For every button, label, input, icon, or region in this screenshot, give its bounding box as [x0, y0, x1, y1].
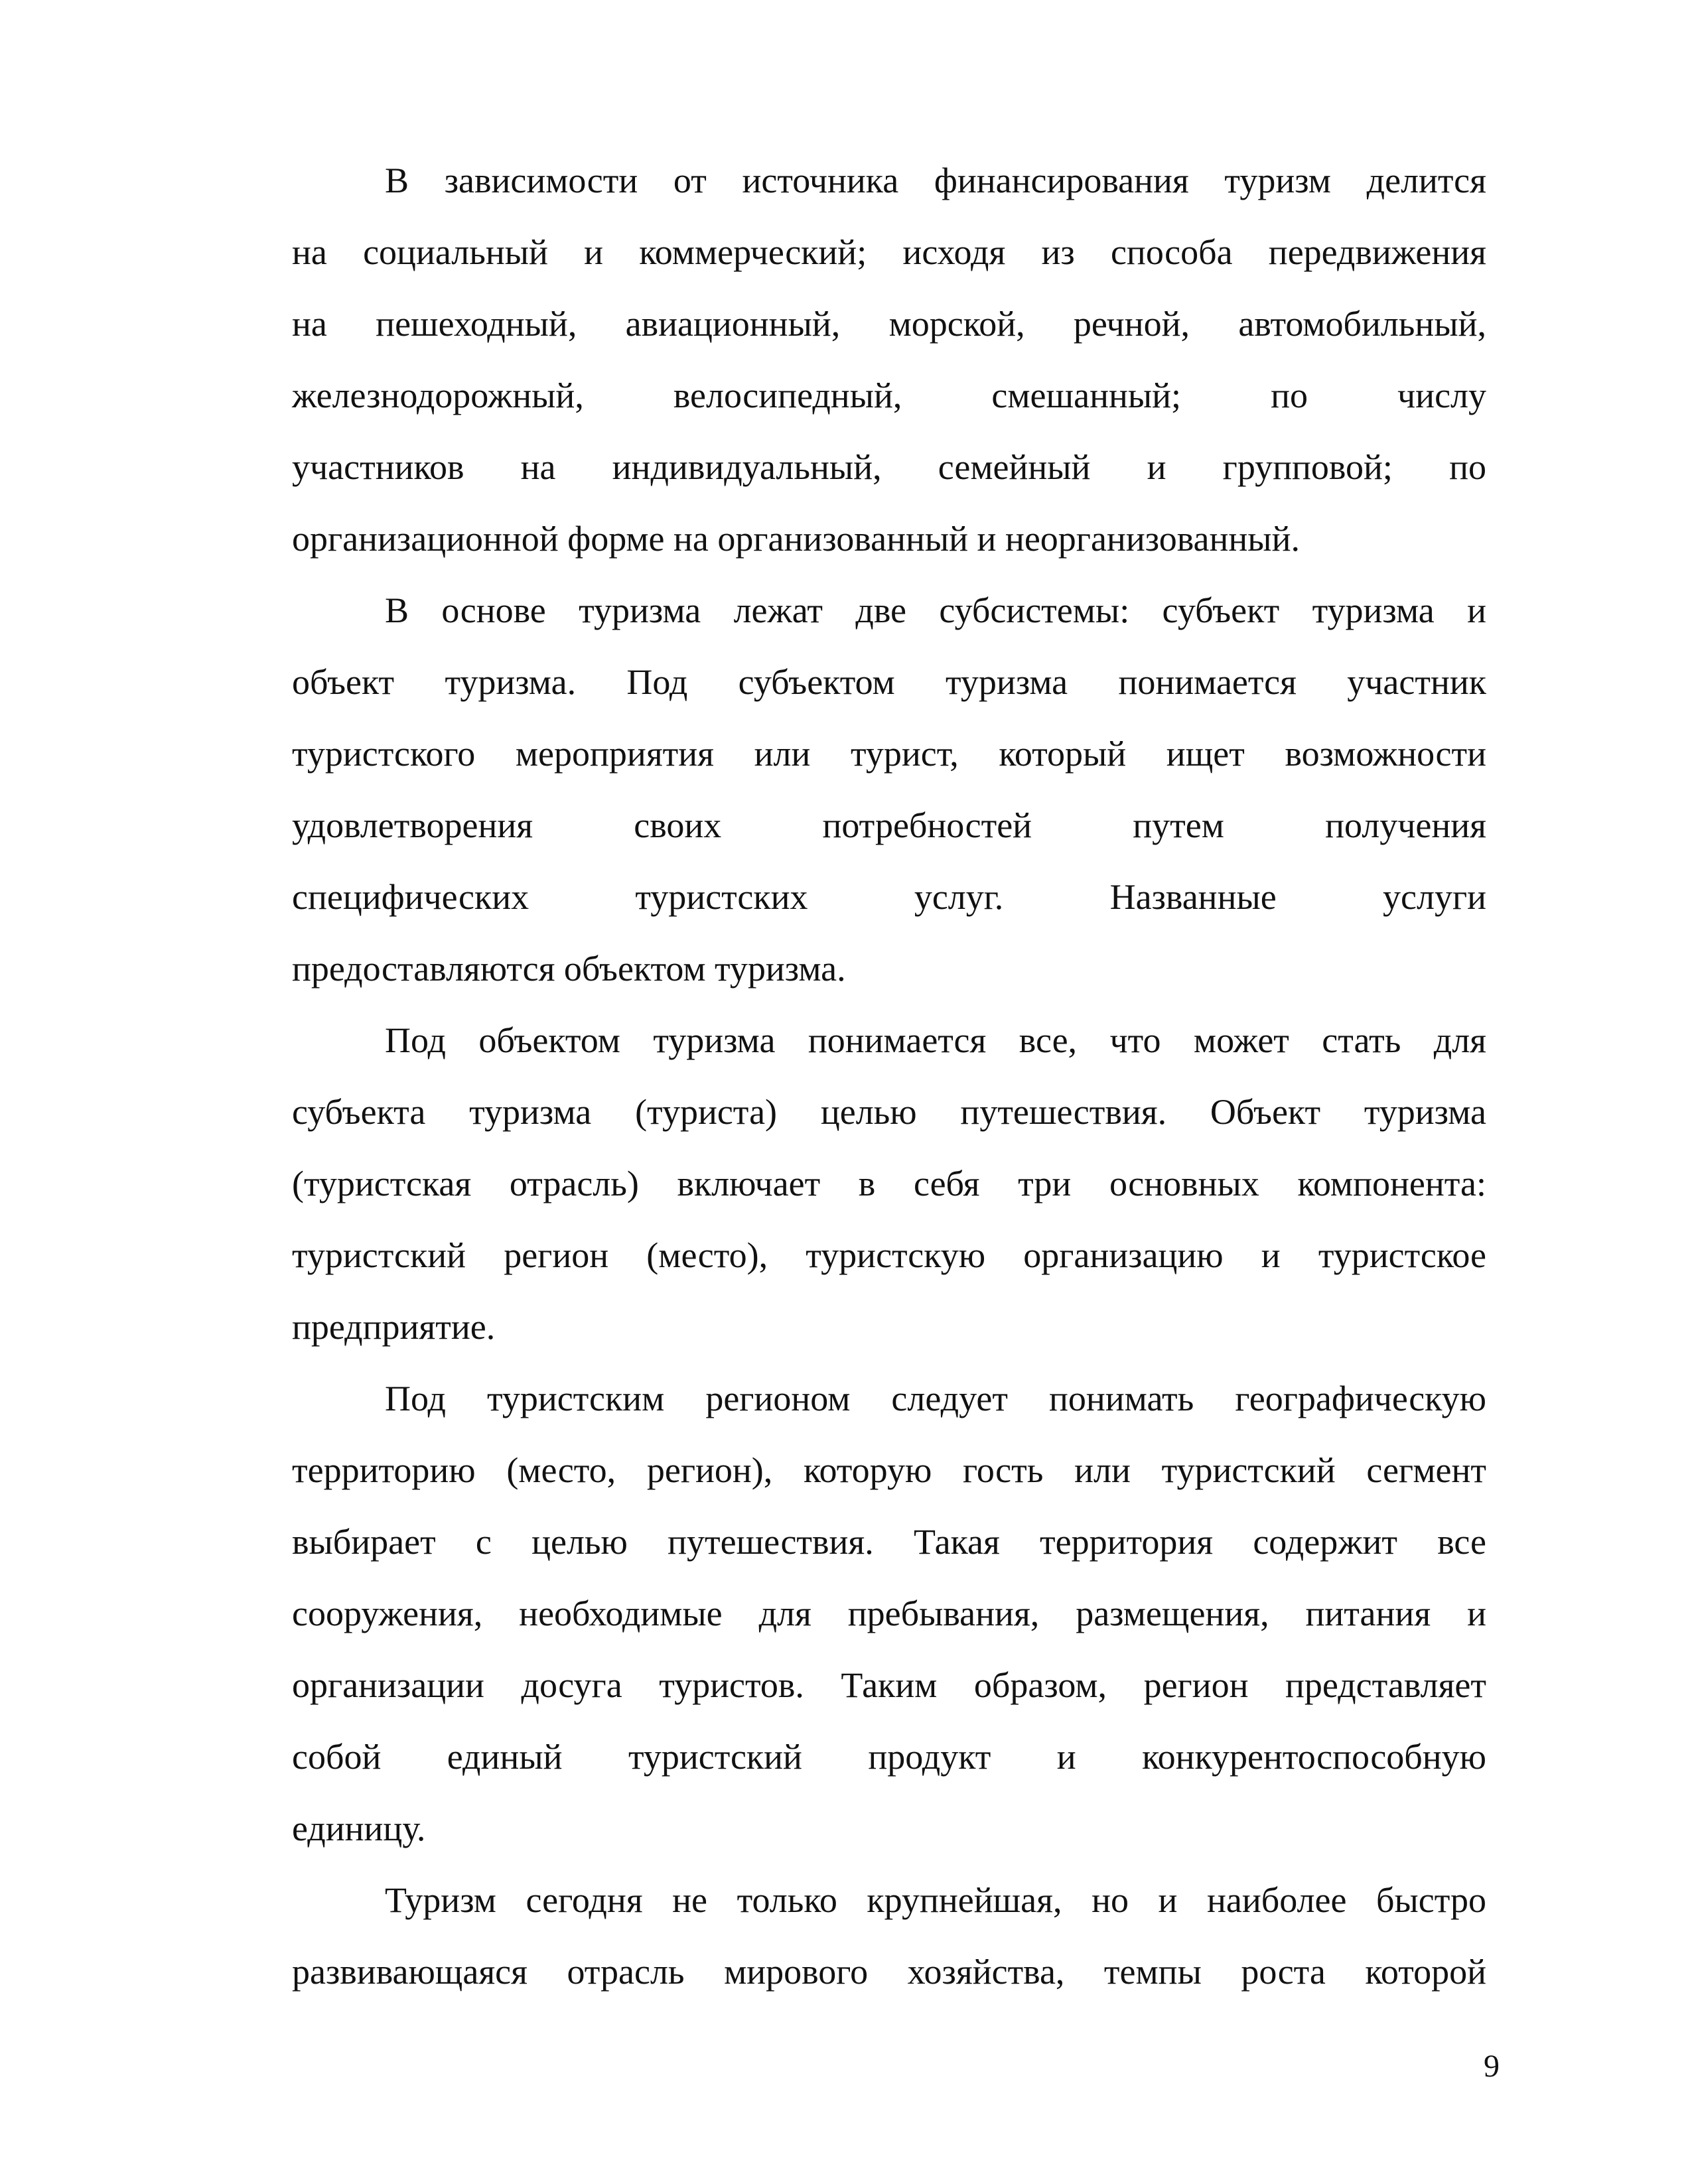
- text-line: выбирает с целью путешествия. Такая территория содержит все: [292, 1522, 1486, 1562]
- text-line: субъекта туризма (туриста) целью путешествия. Объект туризма: [292, 1092, 1486, 1132]
- text-line: предприятие.: [292, 1307, 496, 1347]
- paragraph: [292, 1864, 1486, 2008]
- text-line: сооружения, необходимые для пребывания, размещения, питания и: [292, 1594, 1486, 1633]
- text-line: предоставляются объектом туризма.: [292, 949, 846, 989]
- text-line: туристский регион (место), туристскую организацию и туристское: [292, 1235, 1486, 1275]
- text-line: организации досуга туристов. Таким образом, регион представляет: [292, 1665, 1486, 1705]
- paragraph: [292, 1004, 1486, 1363]
- text-line: железнодорожный, велосипедный, смешанный; по числу: [292, 375, 1486, 415]
- text-line: территорию (место, регион), которую гость или туристский сегмент: [292, 1450, 1486, 1490]
- text-line: В основе туризма лежат две субсистемы: субъект туризма и: [385, 590, 1486, 630]
- text-line: (туристская отрасль) включает в себя три основных компонента:: [292, 1164, 1486, 1203]
- text-line: Под объектом туризма понимается все, что может стать для: [385, 1020, 1486, 1060]
- text-line: собой единый туристский продукт и конкурентоспособную: [292, 1737, 1486, 1777]
- text-line: развивающаяся отрасль мирового хозяйства, темпы роста которой: [292, 1952, 1486, 1992]
- text-line: объект туризма. Под субъектом туризма понимается участник: [292, 662, 1486, 702]
- text-line: Туризм сегодня не только крупнейшая, но и наиболее быстро: [385, 1880, 1486, 1920]
- paragraph: [292, 145, 1486, 575]
- text-line: Под туристским регионом следует понимать географическую: [385, 1379, 1486, 1418]
- text-line: организационной форме на организованный и неорганизованный.: [292, 519, 1300, 559]
- text-line: единицу.: [292, 1809, 426, 1848]
- text-line: удовлетворения своих потребностей путем получения: [292, 805, 1486, 845]
- page-number: 9: [1484, 2049, 1500, 2084]
- text-line: В зависимости от источника финансирования туризм делится: [385, 161, 1486, 200]
- body-text: [292, 145, 1486, 2008]
- paragraph: [292, 575, 1486, 1004]
- text-line: на пешеходный, авиационный, морской, речной, автомобильный,: [292, 304, 1486, 344]
- text-line: туристского мероприятия или турист, который ищет возможности: [292, 734, 1486, 774]
- paragraph: [292, 1363, 1486, 1864]
- text-line: специфических туристских услуг. Названные услуги: [292, 877, 1486, 917]
- text-line: участников на индивидуальный, семейный и групповой; по: [292, 447, 1486, 487]
- text-line: на социальный и коммерческий; исходя из способа передвижения: [292, 232, 1486, 272]
